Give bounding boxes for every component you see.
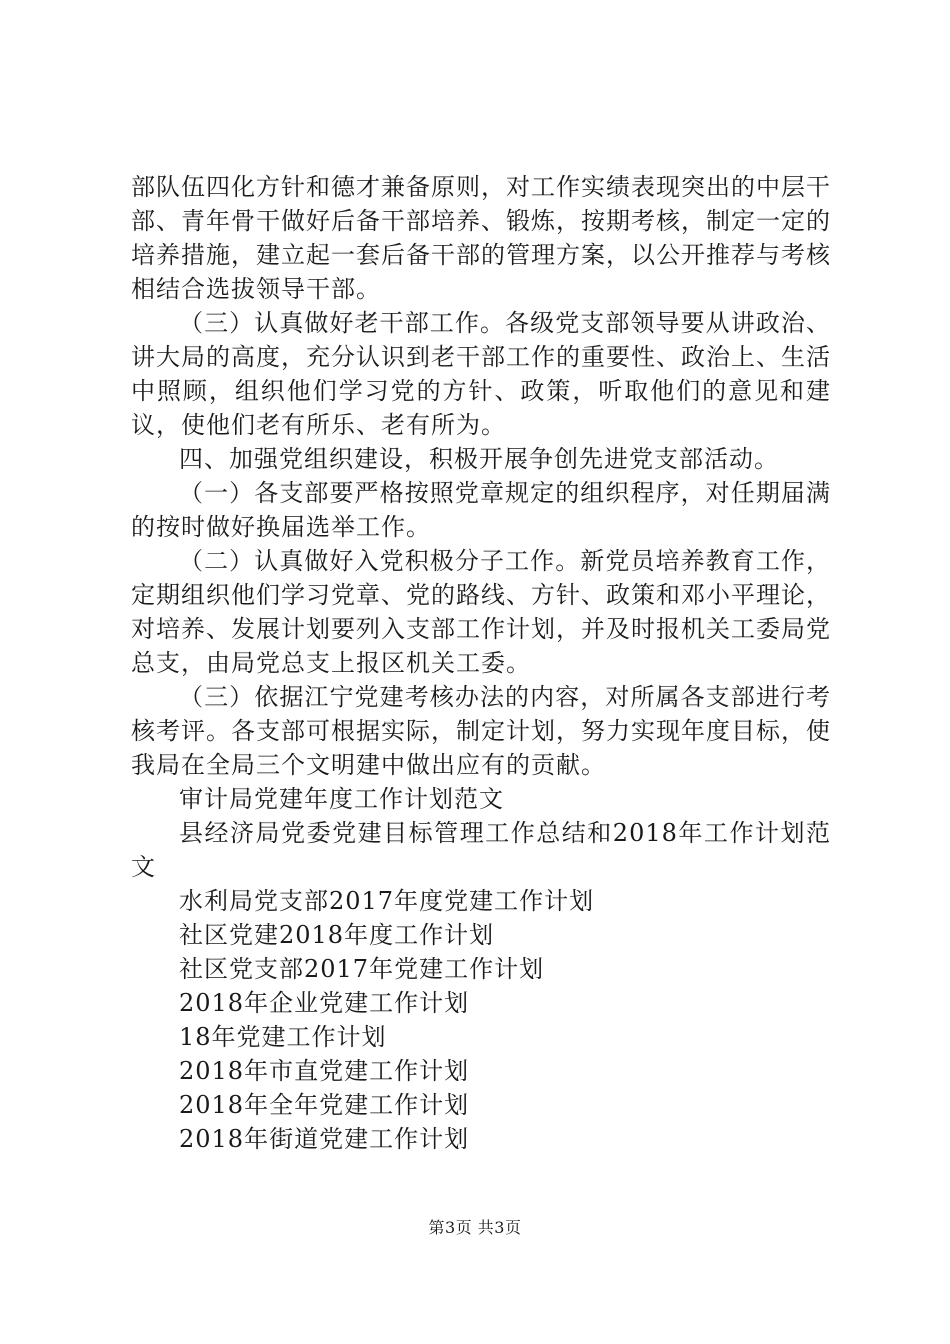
related-title: 审计局党建年度工作计划范文 — [179, 785, 504, 813]
section-heading: 四、加强党组织建设，积极开展争创先进党支部活动。 — [179, 445, 779, 473]
related-link[interactable]: 2018年企业党建工作计划 — [179, 989, 470, 1017]
paragraph: （二）认真做好入党积极分子工作。新党员培养教育工作，定期组织他们学习党章、党的路线、方针、政策和邓小平理论，对培养、发展计划要列入支部工作计划，并及时报机关工委局党总支，由局党总支上报区机关工委。 — [131, 547, 831, 677]
related-link[interactable]: 水利局党支部2017年度党建工作计划 — [179, 887, 595, 915]
paragraph: （一）各支部要严格按照党章规定的组织程序，对任期届满的按时做好换届选举工作。 — [131, 479, 831, 541]
page-footer — [0, 1215, 950, 1238]
page-number: 第3页 共3页 — [428, 1218, 522, 1237]
paragraph: （三）依据江宁党建考核办法的内容，对所属各支部进行考核考评。各支部可根据实际，制定计划，努力实现年度目标，使我局在全局三个文明建中做出应有的贡献。 — [131, 683, 831, 779]
related-links-list — [131, 884, 831, 1156]
related-title: 县经济局党委党建目标管理工作总结和2018年工作计划范文 — [131, 819, 831, 881]
related-link[interactable]: 2018年市直党建工作计划 — [179, 1057, 470, 1085]
related-link[interactable]: 18年党建工作计划 — [179, 1023, 387, 1051]
related-link[interactable]: 社区党支部2017年党建工作计划 — [179, 955, 545, 983]
related-link[interactable]: 社区党建2018年度工作计划 — [179, 921, 495, 949]
paragraph: 部队伍四化方针和德才兼备原则，对工作实绩表现突出的中层干部、青年骨干做好后备干部培养、锻炼，按期考核，制定一定的培养措施，建立起一套后备干部的管理方案，以公开推荐与考核相结合选拔领导干部。 — [131, 173, 831, 303]
document-body — [131, 170, 831, 1156]
related-link[interactable]: 2018年街道党建工作计划 — [179, 1125, 470, 1153]
related-link[interactable]: 2018年全年党建工作计划 — [179, 1091, 470, 1119]
paragraph: （三）认真做好老干部工作。各级党支部领导要从讲政治、讲大局的高度，充分认识到老干部工作的重要性、政治上、生活中照顾，组织他们学习党的方针、政策，听取他们的意见和建议，使他们老有所乐、老有所为。 — [131, 309, 831, 439]
